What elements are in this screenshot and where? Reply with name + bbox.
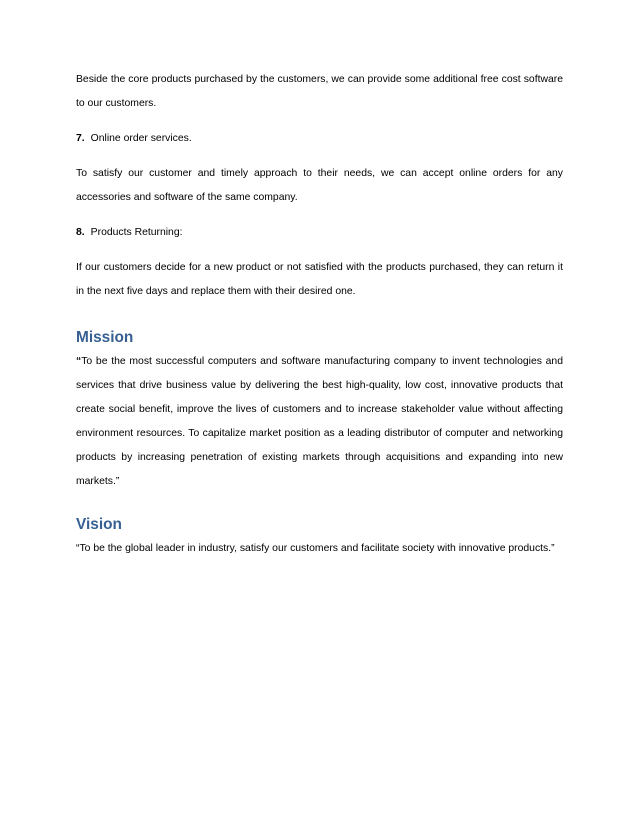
mission-paragraph [76, 350, 563, 494]
products-returning-paragraph: If our customers decide for a new product or not satisfied with the products purchased, they can return it in the next five days and replace them with their desired one. [76, 262, 563, 297]
vision-heading: Vision [76, 516, 122, 533]
intro-paragraph: Beside the core products purchased by the customers, we can provide some additional free cost software to our customers. [76, 74, 563, 109]
mission-heading: Mission [76, 329, 134, 346]
mission-quote-open: “ [76, 356, 82, 367]
list-item-title: Online order services. [90, 133, 192, 144]
mission-text: To be the most successful computers and software manufacturing company to invent technologies and services that drive business value by delivering the best high-quality, low cost, innovative products that create social benefit, improve the lives of customers and to increase stakeholder value without affecting environment resources. To capitalize market position as a leading distributor of computer and networking products by increasing penetration of existing markets through acquisitions and expanding into new markets.” [76, 356, 563, 487]
list-item-products-returning [76, 221, 563, 245]
list-item-online-order [76, 127, 563, 151]
vision-paragraph: “To be the global leader in industry, satisfy our customers and facilitate society with innovative products.” [76, 543, 555, 554]
list-item-number: 8. [76, 227, 85, 238]
document-page [76, 68, 563, 561]
online-order-paragraph: To satisfy our customer and timely approach to their needs, we can accept online orders for any accessories and software of the same company. [76, 168, 563, 203]
list-item-number: 7. [76, 133, 85, 144]
list-item-title: Products Returning: [90, 227, 183, 238]
